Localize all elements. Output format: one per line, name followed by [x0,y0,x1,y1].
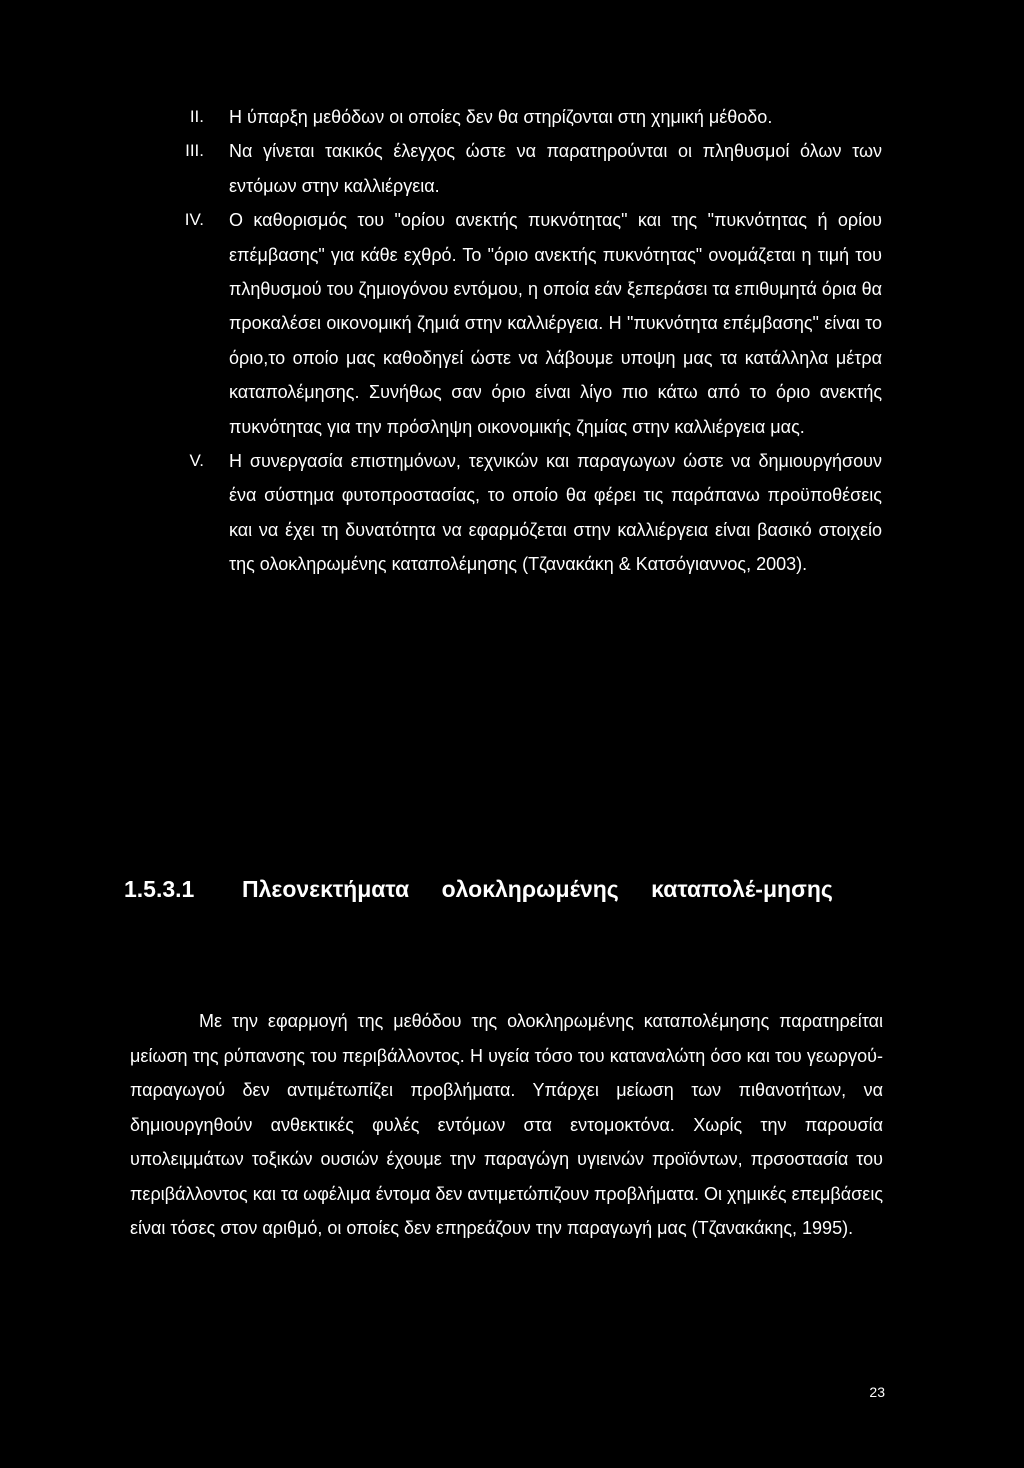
list-item-iv [184,203,882,444]
list-item-ii [189,100,882,134]
page-number: 23 [869,1384,885,1400]
list-item-text: Να γίνεται τακικός έλεγχος ώστε να παρατηρούνται οι πληθυσμοί όλων των εντόμων στην καλλιέργεια. [229,141,882,196]
list-numeral: IV. [184,210,204,230]
body-paragraph: Με την εφαρμογή της μεθόδου της ολοκληρωμένης καταπολέμησης παρατηρείται μείωση της ρύπανσης του περιβάλλοντος. Η υγεία τόσο του καταναλώτη όσο και του γεωργού-παραγωγού δεν αντιμέτωπίζει προβλήματα. Υπάρχει μείωση των πιθανοτήτων, να δημιουργηθούν ανθεκτικές φυλές εντόμων στα εντομοκτόνα. Χωρίς την παρουσία υπολειμμάτων τοξικών ουσιών έχουμε την παραγώγη υγιεινών προϊόντων, πρσοστασία του περιβάλλοντος και τα ωφέλιμα έντομα δεν αντιμετώπιζουν προβλήματα. Οι χημικές επεμβάσεις είναι τόσες στον αριθμό, οι οποίες δεν επηρεάζουν την παραγωγή μας (Τζανακάκης, 1995). [130,1011,883,1238]
list-item-text: Ο καθορισμός του "ορίου ανεκτής πυκνότητας" και της "πυκνότητας ή ορίου επέμβασης" για κάθε εχθρό. Το "όριο ανεκτής πυκνότητας" ονομάζεται η τιμή του πληθυσμού του ζημιογόνου εντόμου, η οποία εάν ξεπεράσει τα επιθυμητά όρια θα προκαλέσει οικονομική ζημιά στην καλλιέργεια. Η "πυκνότητα επέμβασης" είναι το όριο,το οποίο μας καθοδηγεί ώστε να λάβουμε υποψη μας τα κατάλληλα μέτρα καταπολέμησης. Συνήθως σαν όριο είναι λίγο πιο κάτω από το όριο ανεκτής πυκνότητας για την πρόσληψη οικονομικής ζημίας στην καλλιέργεια μας. [229,210,882,437]
list-item-text: Η ύπαρξη μεθόδων οι οποίες δεν θα στηρίζονται στη χημική μέθοδο. [229,107,773,127]
section-heading [124,866,884,912]
list-item-iii [185,134,882,203]
section-number: 1.5.3.1 [124,876,195,902]
numbered-list [0,100,1024,582]
list-item-text: Η συνεργασία επιστημόνων, τεχνικών και παραγωγων ώστε να δημιουργήσουν ένα σύστημα φυτοπροστασίας, το οποίο θα φέρει τις παράπανω προϋποθέσεις και να έχει τη δυνατότητα να εφαρμόζεται στην καλλιέργεια είναι βασικό στοιχείο της ολοκληρωμένης καταπολέμησης (Τζανακάκη & Κατσόγιαννος, 2003). [229,451,882,575]
list-item-v [189,444,882,582]
section-title: Πλεονεκτήματα ολοκληρωμένης καταπολέ-μησης [242,876,833,902]
list-numeral: III. [185,141,204,161]
list-numeral: II. [189,107,204,126]
list-numeral: V. [189,451,204,471]
